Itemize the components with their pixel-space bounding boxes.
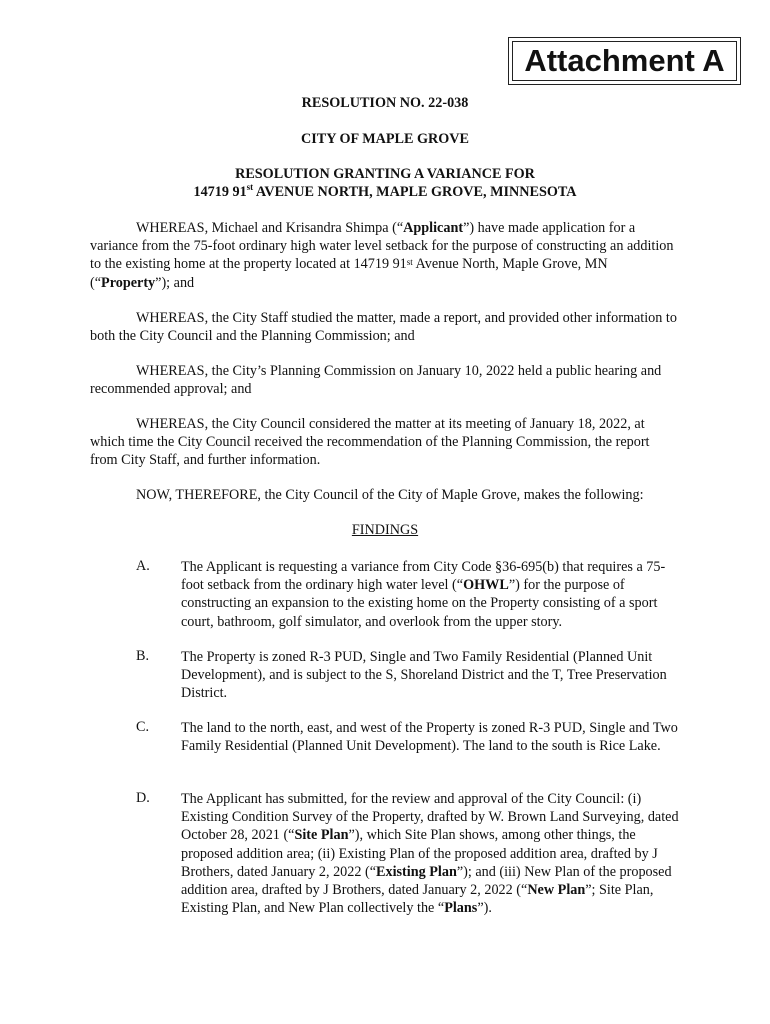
applicant-term: Applicant <box>403 220 464 236</box>
finding-text: The land to the north, east, and west of the Property is zoned R-3 PUD, Single and Two Family Residential (Planned Unit Development). The land to the south is Rice Lake. <box>181 720 678 755</box>
findings-heading: FINDINGS <box>351 522 419 538</box>
resolution-title-line1: RESOLUTION GRANTING A VARIANCE FOR <box>235 166 535 182</box>
whereas-staff-paragraph: WHEREAS, the City Staff studied the matter, made a report, and provided other information to both the City Council and the Planning Commission; and <box>90 310 677 345</box>
attachment-label: Attachment A <box>512 41 737 81</box>
resolution-title-line2: 14719 91st AVENUE NORTH, MAPLE GROVE, MINNESOTA <box>193 182 577 200</box>
finding-letter: B. <box>136 648 150 664</box>
property-term: Property <box>101 274 156 291</box>
finding-text: The Applicant has submitted, for the review and approval of the City Council: (i) Existing Condition Survey of the Property, drafted by W. Brown Land Surveying, dated October 28, 2021 (“Site Plan”), which Site Plan shows, among other things, the proposed addition area; (ii) Existing Plan of the proposed addition area, drafted by J Brothers, dated January 2, 2022 (“Existing Plan”); and (iii) New Plan of the proposed addition area, drafted by J Brothers, dated January 2, 2022 (“New Plan”; Site Plan, Existing Plan, and New Plan collectively the “Plans”). <box>181 791 679 917</box>
now-therefore-paragraph: NOW, THEREFORE, the City Council of the City of Maple Grove, makes the following: <box>136 487 644 503</box>
whereas-applicant-paragraph: WHEREAS, Michael and Krisandra Shimpa (“Applicant”) have made application for a variance from the 75-foot ordinary high water level setback for the purpose of constructing an addition to the existing home at the property located at 14719 91st Avenue North, Maple Grove, MN (“Property”); and <box>90 220 674 291</box>
resolution-number: RESOLUTION NO. 22-038 <box>301 95 469 111</box>
whereas-council-paragraph: WHEREAS, the City Council considered the matter at its meeting of January 18, 2022, at which time the City Council received the recommendation of the Planning Commission, the report from City Staff, and further information. <box>90 416 650 469</box>
finding-letter: C. <box>136 719 150 735</box>
finding-letter: D. <box>136 790 150 806</box>
finding-text: The Applicant is requesting a variance from City Code §36-695(b) that requires a 75-foot setback from the ordinary high water level (“OHWL”) for the purpose of constructing an expansion to the existing home on the Property consisting of a sport court, bathroom, golf simulator, and overlook from the upper story. <box>181 559 666 630</box>
whereas-planning-paragraph: WHEREAS, the City’s Planning Commission on January 10, 2022 held a public hearing and recommended approval; and <box>90 363 662 398</box>
city-name: CITY OF MAPLE GROVE <box>300 131 470 147</box>
finding-text: The Property is zoned R-3 PUD, Single and Two Family Residential (Planned Unit Development), and is subject to the S, Shoreland District and the T, Tree Preservation District. <box>181 649 667 702</box>
attachment-label-box <box>508 37 741 85</box>
finding-letter: A. <box>136 558 150 574</box>
